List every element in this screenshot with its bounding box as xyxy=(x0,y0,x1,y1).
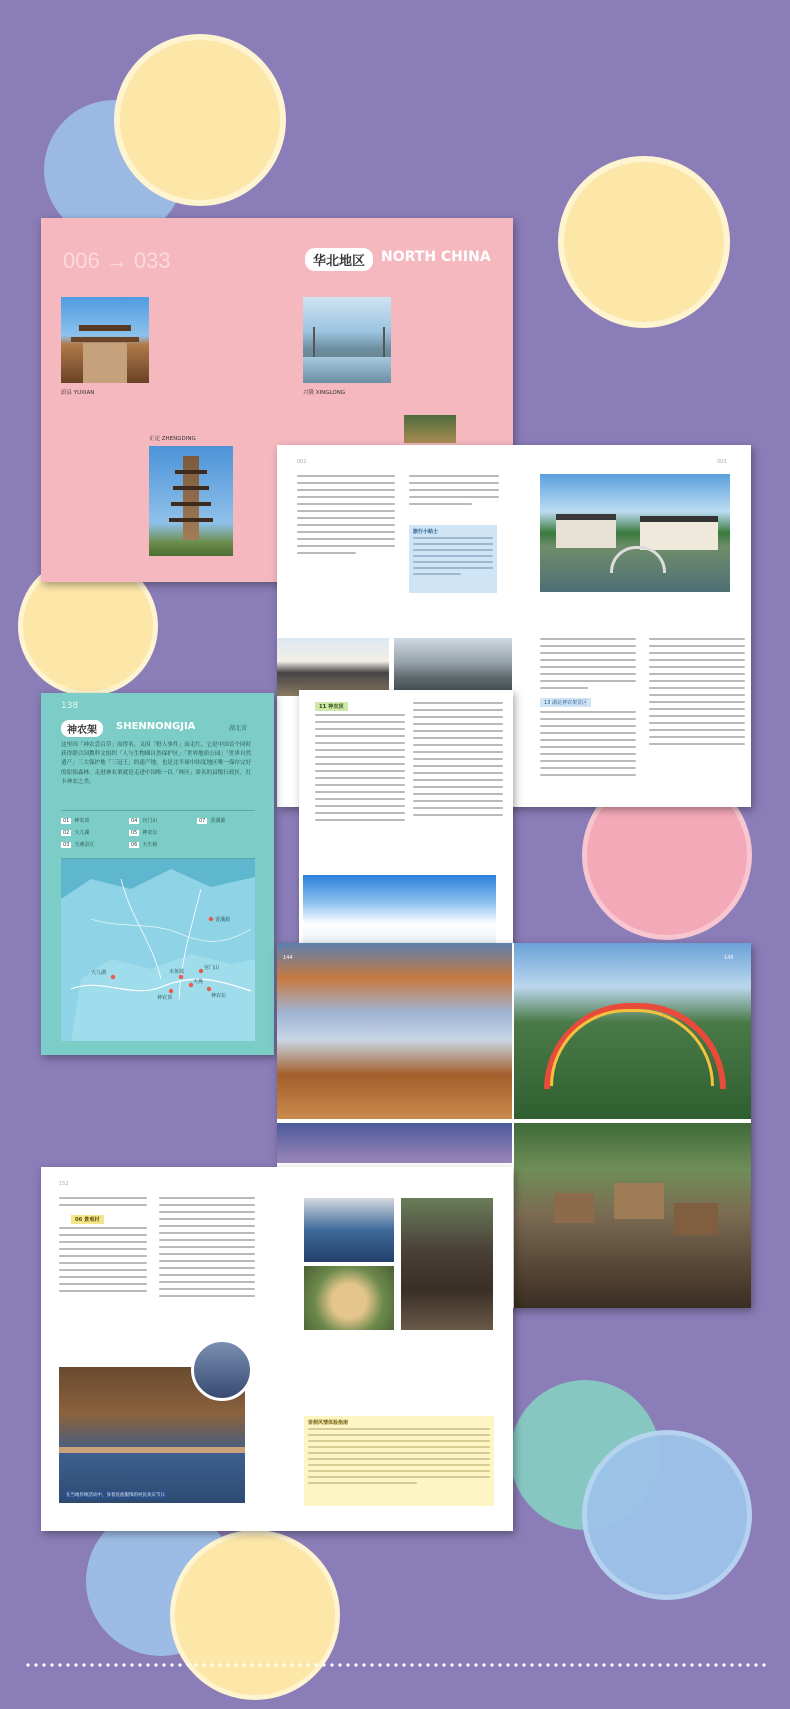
page-number-left: 002 xyxy=(297,459,307,465)
landscape-page-left: 144 xyxy=(283,955,293,961)
index-item: 05 神农坛 xyxy=(131,830,158,836)
guide-note-title: 苗侗风情体验指南 xyxy=(308,1420,349,1426)
shennongjia-page-number: 138 xyxy=(61,701,79,711)
shennongjia-intro: 这里因「神农尝百草」而得名，又因「野人事件」而走红。它是中国首个同时获得联合国教科文组织「人与生物圈自然保护区」「世界地质公园」「世界自然遗产」三大保护地「三冠王」的遗产地，也是北半球中纬度地区唯一保存完好的原始森林。走进神农架就是走进中国唯一以「林区」命名的县级行政区，打卡神农之美。 xyxy=(61,742,252,785)
page-number-right: 003 xyxy=(717,459,727,465)
portrait-inset xyxy=(191,1339,253,1401)
decor-circle-yellow-right xyxy=(558,156,730,328)
shennongjia-page xyxy=(41,693,274,1055)
shennong-text-col-2 xyxy=(413,702,503,821)
province-label: 湖北省 xyxy=(229,725,248,732)
decor-circle-yellow-bottom xyxy=(170,1530,340,1700)
travel-tip-title: 旅行小贴士 xyxy=(413,529,439,535)
purple-sky-photo xyxy=(277,1123,512,1163)
text-column-6 xyxy=(649,638,745,750)
map-label: 神农顶 xyxy=(157,995,173,1001)
bottom-text-col-2 xyxy=(59,1227,147,1297)
travel-tip-box xyxy=(409,525,497,593)
attraction-index xyxy=(61,810,255,857)
decor-circle-yellow-top xyxy=(114,34,286,206)
page-range-label: 006 → 033 xyxy=(63,248,171,273)
index-item: 07 香溪源 xyxy=(199,818,226,824)
xinglong-photo xyxy=(303,297,391,383)
map-label: 木鱼镇 xyxy=(169,969,185,975)
small-corner-photo xyxy=(404,415,456,443)
village-photo-1 xyxy=(277,638,389,696)
sky-photo xyxy=(303,875,496,945)
map-label: 神农坛 xyxy=(211,993,227,999)
cliff-village-photo xyxy=(514,1123,751,1308)
festival-photo-2 xyxy=(304,1266,394,1330)
landscape-page-right: 145 xyxy=(724,955,734,961)
index-item: 01 神农顶 xyxy=(63,818,90,824)
wooden-village-photo xyxy=(401,1198,493,1330)
highlight-label: 13 湖北神农架景区 xyxy=(540,698,591,707)
index-item: 06 天生桥 xyxy=(131,842,158,848)
shennong-badge: 11 神农顶 xyxy=(315,702,348,711)
dotted-divider xyxy=(24,1663,766,1667)
map-label: 大九湖 xyxy=(91,970,107,976)
zhengding-caption: 正定 ZHENGDING xyxy=(149,436,196,442)
autumn-forest-photo xyxy=(277,943,512,1119)
map-label: 香溪源 xyxy=(215,917,231,923)
region-title-en: NORTH CHINA xyxy=(381,249,491,265)
text-column-5 xyxy=(540,711,636,781)
bottom-spread-page xyxy=(41,1167,513,1531)
zhengding-photo xyxy=(149,446,233,556)
map-label: 官门山 xyxy=(204,965,220,971)
text-column-4 xyxy=(540,638,636,694)
villagers-caption: 在当地传统活动中，身着民族服饰的村民欢庆节日 xyxy=(63,1491,168,1499)
section-badge: 06 景观村 xyxy=(71,1215,104,1224)
shennong-text-col-1 xyxy=(315,714,405,826)
index-item: 03 天燕景区 xyxy=(63,842,95,848)
map-svg xyxy=(61,859,255,1041)
guide-note-box xyxy=(304,1416,494,1506)
village-photo-2 xyxy=(394,638,512,696)
rainbow-bridge-photo xyxy=(514,943,751,1119)
region-title-cn: 华北地区 xyxy=(305,248,373,271)
bottom-text-col-1 xyxy=(59,1197,147,1211)
bottom-text-col-3 xyxy=(159,1197,255,1302)
text-column-2 xyxy=(409,475,499,510)
water-town-photo xyxy=(540,474,730,592)
yuxian-photo xyxy=(61,297,149,383)
index-item: 02 大九湖 xyxy=(63,830,90,836)
shennongjia-map xyxy=(61,858,255,1041)
shennongjia-title-cn: 神农架 xyxy=(61,720,103,737)
index-item: 04 官门山 xyxy=(131,818,158,824)
shennongjia-title-en: SHENNONGJIA xyxy=(116,721,196,732)
xinglong-caption: 兴隆 XINGLONG xyxy=(303,390,346,396)
shennong-text-page xyxy=(299,690,513,970)
festival-photo-1 xyxy=(304,1198,394,1262)
map-label: 天燕 xyxy=(193,979,204,985)
decor-circle-blue-bottom-right xyxy=(582,1430,752,1600)
text-column-1 xyxy=(297,475,395,559)
yuxian-caption: 蔚县 YUXIAN xyxy=(61,390,95,396)
bottom-page-number: 152 xyxy=(59,1181,69,1187)
